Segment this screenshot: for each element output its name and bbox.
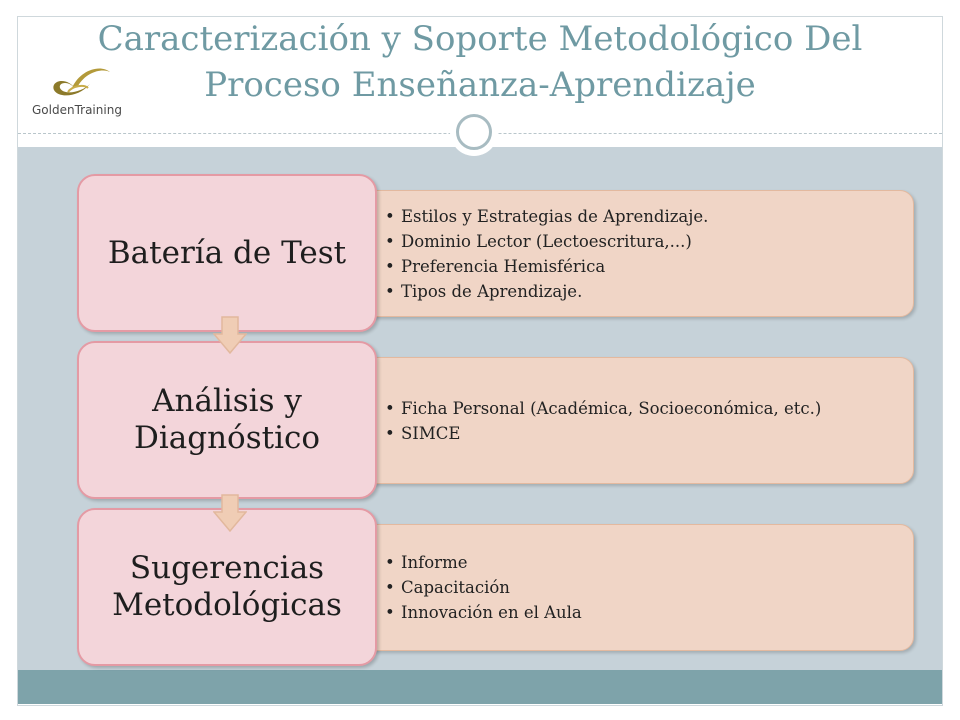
detail-box-suggestions [352,524,914,651]
golden-training-logo [28,58,138,120]
detail-box-tests [352,190,914,317]
list-item: • SIMCE [401,421,821,446]
list-item: • Informe [401,550,582,575]
ring-icon [456,114,492,150]
list-item: • Tipos de Aprendizaje. [401,279,708,304]
detail-list [353,396,821,446]
logo-text: GoldenTraining [32,103,122,117]
detail-list [353,204,708,304]
slide-title: Caracterización y Soporte Metodológico Del Proceso Enseñanza-Aprendizaje [97,19,863,105]
down-arrow-icon [213,316,247,354]
step-box-tests [77,174,377,332]
list-item: • Innovación en el Aula [401,600,582,625]
list-item: • Estilos y Estrategias de Aprendizaje. [401,204,708,229]
step-label: Batería de Test [107,234,347,271]
detail-box-analysis [352,357,914,484]
list-item: • Capacitación [401,575,582,600]
list-item: • Preferencia Hemisférica [401,254,708,279]
down-arrow-icon [213,494,247,532]
list-item: • Ficha Personal (Académica, Socioeconómica, etc.) [401,396,821,421]
step-label: Sugerencias Metodológicas [112,550,342,623]
step-box-analysis [77,341,377,499]
step-label: Análisis y Diagnóstico [133,383,321,456]
list-item: • Dominio Lector (Lectoescritura,...) [401,229,708,254]
footer-bar [18,670,942,704]
detail-list [353,550,582,625]
